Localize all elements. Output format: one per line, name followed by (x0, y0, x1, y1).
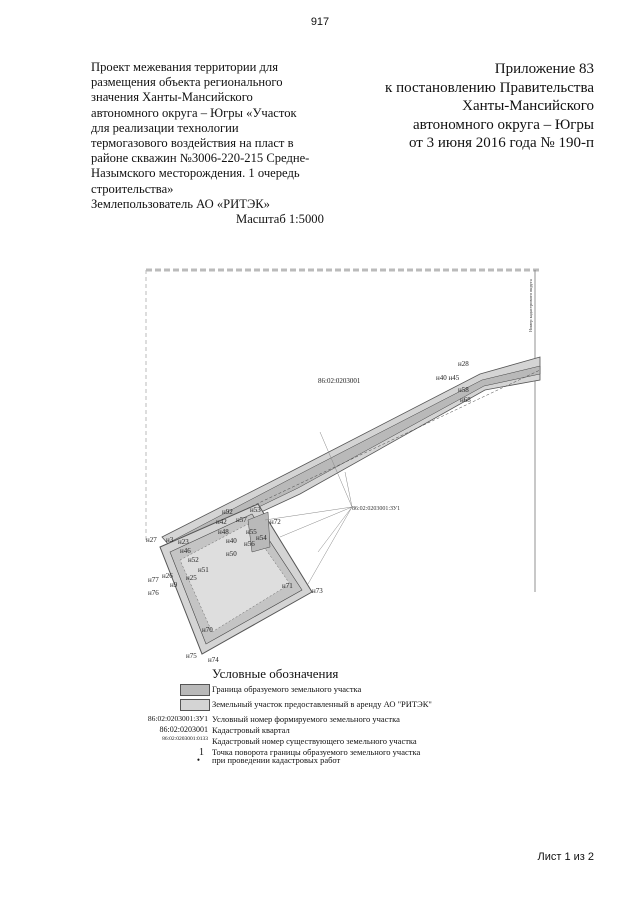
point-label: н72 (270, 518, 281, 526)
legend-text: при проведении кадастровых работ (212, 755, 341, 765)
sheet-counter: Лист 1 из 2 (537, 851, 594, 863)
point-label: н48 (218, 528, 229, 536)
point-label: н9 (170, 581, 178, 589)
appendix-line: Ханты-Мансийского (462, 98, 594, 114)
project-line: районе скважин №3006-220-215 Средне- (91, 151, 310, 166)
point-label: н27 (146, 536, 157, 544)
vertical-label: Номер кадастрового округа (528, 279, 533, 332)
legend-text: Кадастровый квартал (212, 725, 290, 735)
parcel-swatch (180, 684, 210, 696)
project-line: для реализации технологии (91, 120, 239, 135)
point-label: н40 (226, 537, 237, 545)
project-line: размещения объекта регионального (91, 75, 283, 90)
legend-text: Земельный участок предоставленный в аренду АО "РИТЭК" (212, 699, 432, 709)
map-svg (140, 262, 560, 672)
parcel-label: 86:02:0203001:ЗУ1 (352, 506, 401, 512)
quarter-label: 86:02:0203001 (318, 377, 361, 385)
point-label: н50 (226, 550, 237, 558)
point-label: н23 (178, 538, 189, 546)
point-label: н55 (246, 528, 257, 536)
appendix-line: к постановлению Правительства (385, 79, 594, 96)
point-label: н52 (188, 556, 199, 564)
page-number: 917 (310, 16, 330, 28)
legend-text: Кадастровый номер существующего земельного участка (212, 736, 417, 746)
legend-text: Условный номер формируемого земельного участка (212, 714, 400, 724)
project-line: строительства» (91, 181, 174, 196)
legend-symbol: 1 (199, 747, 204, 758)
point-marker-icon: • (196, 755, 200, 765)
appendix-line: автономного округа – Югры (412, 116, 594, 133)
project-line: Назымского месторождения. 1 очередь (91, 166, 300, 181)
appendix-line: Приложение 83 (494, 61, 594, 77)
legend-text: Граница образуемого земельного участка (212, 684, 362, 694)
project-line: автономного округа – Югры «Участок (91, 105, 297, 120)
appendix-line: от 3 июня 2016 года № 190-п (409, 135, 594, 151)
point-label: н42 (216, 518, 227, 526)
point-label: н28 (458, 360, 469, 368)
point-label: н70 (202, 626, 213, 634)
point-label: н53 (250, 506, 261, 514)
legend-text: Точка поворота границы образуемого земельного участка (212, 747, 421, 757)
point-label: н26 (162, 572, 173, 580)
point-label: н71 (282, 582, 293, 590)
point-label: н58 (458, 386, 469, 394)
lease-swatch (180, 699, 210, 711)
point-label: н54 (256, 534, 267, 542)
point-label: н56 (244, 540, 255, 548)
cadastral-map (140, 262, 560, 672)
point-label: н40 н45 (436, 374, 460, 382)
project-line: значения Ханты-Мансийского (91, 90, 253, 105)
point-label: н92 (222, 508, 233, 516)
point-label: н46 (180, 547, 191, 555)
point-label: н25 (186, 574, 197, 582)
point-label: н51 (198, 566, 209, 574)
appendix-header (294, 60, 594, 153)
legend-symbol: 86:02:0203001 (159, 725, 208, 734)
project-line: Проект межевания территории для (91, 60, 278, 74)
point-label: н76 (148, 589, 159, 597)
point-label: н73 (312, 587, 323, 595)
project-line: термогазового воздействия на пласт в (91, 136, 294, 151)
land-user-line: Землепользователь АО «РИТЭК» (91, 196, 270, 211)
point-label: н77 (148, 576, 159, 584)
legend-symbol: 86:02:0203001:0133 (162, 736, 208, 742)
point-label: н74 (208, 656, 219, 664)
legend-title: Условные обозначения (212, 666, 339, 681)
map-scale: Масштаб 1:5000 (236, 212, 324, 226)
point-label: н68 (460, 396, 471, 404)
point-label: н3 (166, 536, 174, 544)
point-label: н57 (236, 516, 247, 524)
legend-symbol: 86:02:0203001:ЗУ1 (147, 714, 208, 723)
point-label: н75 (186, 652, 197, 660)
